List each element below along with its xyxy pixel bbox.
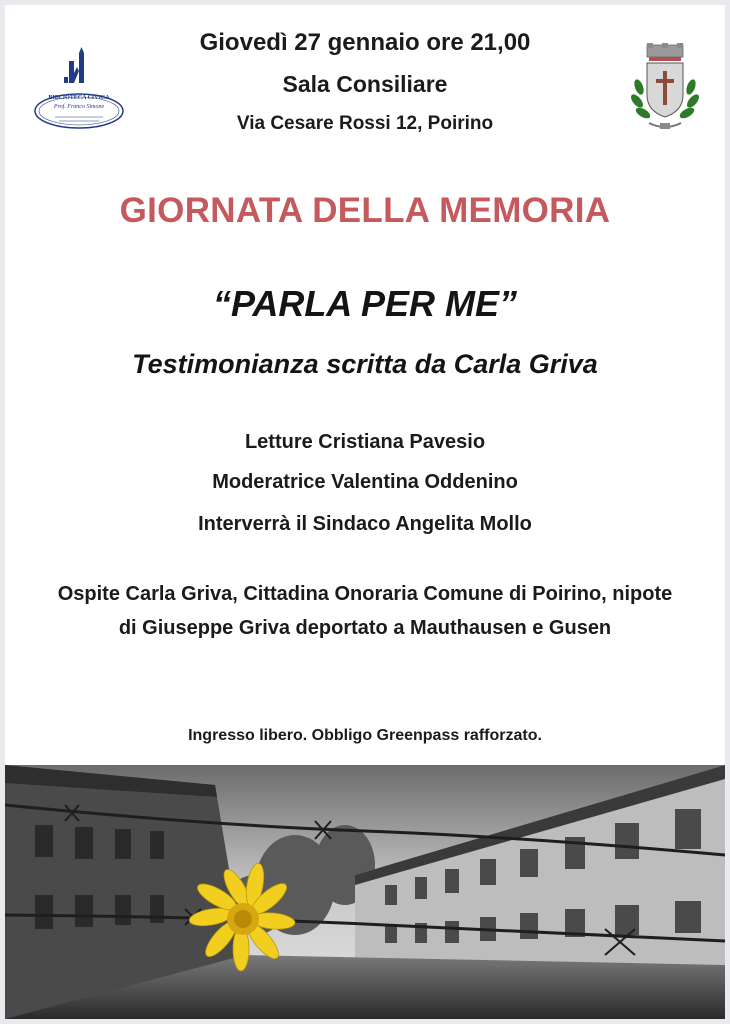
guest-description: Ospite Carla Griva, Cittadina Onoraria Comune di Poirino, nipote di Giuseppe Griva deportato a Mauthausen e Gusen (57, 583, 673, 639)
credit-mayor: Interverrà il Sindaco Angelita Mollo (198, 513, 532, 535)
event-venue: Sala Consiliare (282, 71, 448, 97)
barbed-wire-yellow-flower-photo (5, 765, 725, 1019)
poster (5, 5, 725, 1019)
library-name: BIBLIOTECA CIVICA (48, 95, 110, 101)
credit-moderator: Moderatrice Valentina Oddenino (212, 471, 518, 493)
credit-readings: Letture Cristiana Pavesio (244, 431, 486, 453)
event-date-time: Giovedì 27 gennaio ore 21,00 (199, 29, 531, 56)
event-address: Via Cesare Rossi 12, Poirino (236, 113, 494, 134)
quote-title: “PARLA PER ME” (212, 283, 517, 324)
event-title: GIORNATA DELLA MEMORIA (119, 191, 611, 230)
event-subtitle: Testimonianza scritta da Carla Griva (132, 349, 598, 379)
entry-note: Ingresso libero. Obbligo Greenpass rafforzato. (188, 727, 542, 744)
library-subtitle: Prof. Franco Simone (53, 104, 105, 110)
